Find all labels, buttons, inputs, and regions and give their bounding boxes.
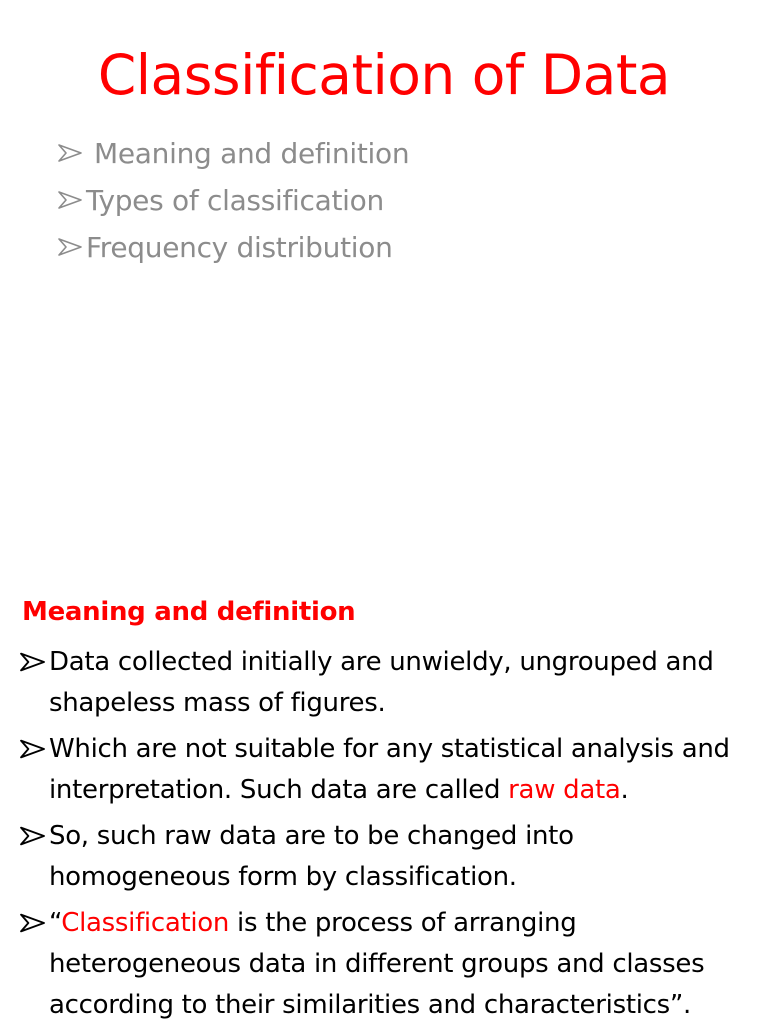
agenda-item-label: Types of classification [86, 184, 384, 217]
bullet-point [20, 816, 750, 898]
classification-highlight: Classification [61, 908, 230, 938]
arrow-bullet-icon [20, 912, 45, 934]
arrow-bullet-icon [58, 143, 82, 163]
bullet-point [20, 903, 750, 1026]
arrow-bullet-icon [58, 190, 82, 210]
definition-points [20, 642, 750, 1031]
bullet-text: Data collected initially are unwieldy, ungrouped and shapeless mass of figures. [49, 647, 714, 718]
slide-title-heading: Classification of Data [97, 43, 671, 107]
agenda-list [58, 130, 409, 271]
bullet-text: is the process of arranging heterogeneous data in different groups and classes according to their similarities and characteristics”. [49, 908, 705, 1020]
arrow-bullet-icon [20, 738, 45, 760]
section-heading: Meaning and definition [22, 597, 356, 627]
bullet-text: Which are not suitable for any statistical analysis and interpretation. Such data are called [49, 734, 730, 805]
arrow-bullet-icon [58, 237, 82, 257]
bullet-point [20, 729, 750, 811]
raw-data-highlight: raw data [508, 775, 621, 805]
bullet-text-end: . [620, 775, 629, 805]
agenda-item-label: Meaning and definition [94, 137, 410, 170]
arrow-bullet-icon [20, 651, 45, 673]
agenda-item-label: Frequency distribution [86, 231, 393, 264]
bullet-point [20, 642, 750, 724]
quote-open: “ [49, 908, 62, 938]
slide-definition [0, 560, 768, 1024]
agenda-item [58, 130, 409, 177]
arrow-bullet-icon [20, 825, 45, 847]
agenda-item [58, 224, 409, 271]
agenda-item [58, 177, 409, 224]
bullet-text: So, such raw data are to be changed into homogeneous form by classification. [49, 821, 574, 892]
